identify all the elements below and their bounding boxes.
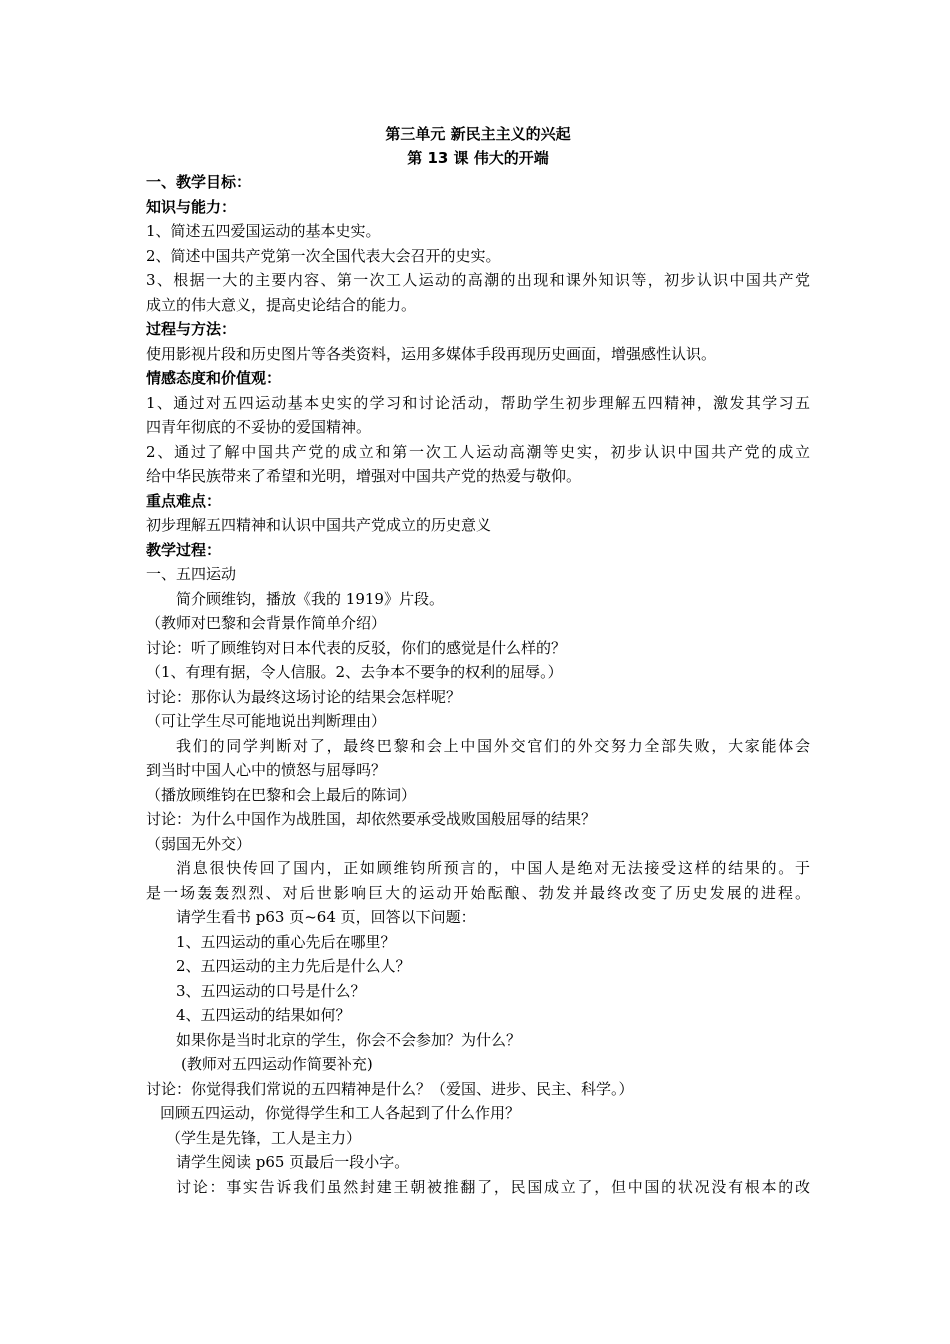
paragraph-line: 给中华民族带来了希望和光明，增强对中国共产党的热爱与敬仰。 — [146, 467, 582, 485]
unit-title: 第三单元 新民主主义的兴起 — [385, 125, 571, 143]
paragraph-line: （学生是先锋，工人是主力） — [166, 1128, 362, 1147]
paragraph-line: 2、简述中国共产党第一次全国代表大会召开的史实。 — [146, 246, 501, 265]
paragraph-line: 使用影视片段和历史图片等各类资料，运用多媒体手段再现历史画面，增强感性认识。 — [146, 344, 717, 363]
list-item: 2、五四运动的主力先后是什么人？ — [176, 957, 411, 975]
subsection-heading: 教学过程： — [146, 540, 222, 559]
paragraph-line: 3、根据一大的主要内容、第一次工人运动的高潮的出现和课外知识等，初步认识中国共产党 — [146, 271, 810, 289]
paragraph-line: 请学生阅读 p65 页最后一段小字。 — [176, 1153, 410, 1171]
section-heading: 一、教学目标： — [146, 173, 252, 191]
paragraph-line: 四青年彻底的不妥协的爱国精神。 — [146, 418, 372, 436]
paragraph-line: 我们的同学判断对了，最终巴黎和会上中国外交官们的外交努力全部失败，大家能体会 — [176, 736, 810, 755]
list-item: 3、五四运动的口号是什么？ — [176, 981, 366, 1000]
paragraph-line: 简介顾维钧，播放《我的 1919》片段。 — [176, 589, 444, 608]
paragraph-line: （弱国无外交） — [146, 834, 252, 853]
paragraph-line: 讨论：你觉得我们常说的五四精神是什么？（爱国、进步、民主、科学。） — [146, 1079, 634, 1098]
list-item: 1、五四运动的重心先后在哪里？ — [176, 932, 396, 951]
subsection-heading: 重点难点： — [146, 491, 222, 510]
paragraph-line: 讨论：事实告诉我们虽然封建王朝被推翻了，民国成立了，但中国的状况没有根本的改 — [176, 1177, 810, 1196]
paragraph-line: 是一场轰轰烈烈、对后世影响巨大的运动开始酝酿、勃发并最终改变了历史发展的进程。 — [146, 883, 810, 902]
paragraph-line: 到当时中国人心中的愤怒与屈辱吗？ — [146, 761, 387, 779]
paragraph-line: （可让学生尽可能地说出判断理由） — [146, 712, 387, 730]
paragraph-line: 请学生看书 p63 页~64 页，回答以下问题： — [176, 908, 476, 926]
paragraph-line: 讨论：那你认为最终这场讨论的结果会怎样呢？ — [146, 687, 462, 706]
paragraph-line: 回顾五四运动，你觉得学生和工人各起到了什么作用？ — [160, 1104, 521, 1122]
paragraph-line: 讨论：听了顾维钧对日本代表的反驳，你们的感觉是什么样的？ — [146, 638, 567, 657]
paragraph-line: 一、五四运动 — [146, 565, 237, 583]
paragraph-line: (教师对五四运动作简要补充) — [181, 1055, 373, 1073]
paragraph-line: 1、通过对五四运动基本史实的学习和讨论活动，帮助学生初步理解五四精神，激发其学习五 — [146, 393, 810, 412]
subsection-heading: 情感态度和价值观： — [146, 369, 282, 387]
paragraph-line: 2、通过了解中国共产党的成立和第一次工人运动高潮等史实，初步认识中国共产党的成立 — [146, 442, 810, 461]
paragraph-line: （1、有理有据，令人信服。2、去争本不要争的权利的屈辱。） — [146, 663, 563, 681]
list-item: 4、五四运动的结果如何？ — [176, 1006, 351, 1024]
paragraph-line: 初步理解五四精神和认识中国共产党成立的历史意义 — [146, 516, 492, 534]
paragraph-line: 1、简述五四爱国运动的基本史实。 — [146, 222, 381, 240]
paragraph-line: 消息很快传回了国内，正如顾维钧所预言的，中国人是绝对无法接受这样的结果的。于 — [176, 859, 810, 877]
document-body — [146, 122, 810, 1199]
paragraph-line: 成立的伟大意义，提高史论结合的能力。 — [146, 295, 417, 314]
paragraph-line: （播放顾维钧在巴黎和会上最后的陈词） — [146, 785, 417, 804]
lesson-title: 第 13 课 伟大的开端 — [407, 149, 549, 167]
subsection-heading: 过程与方法： — [146, 320, 237, 338]
paragraph-line: 如果你是当时北京的学生，你会不会参加？为什么？ — [176, 1030, 522, 1049]
paragraph-line: 讨论：为什么中国作为战胜国，却依然要承受战败国般屈辱的结果？ — [146, 810, 597, 828]
paragraph-line: （教师对巴黎和会背景作简单介绍） — [146, 614, 387, 632]
subsection-heading: 知识与能力： — [146, 197, 237, 216]
